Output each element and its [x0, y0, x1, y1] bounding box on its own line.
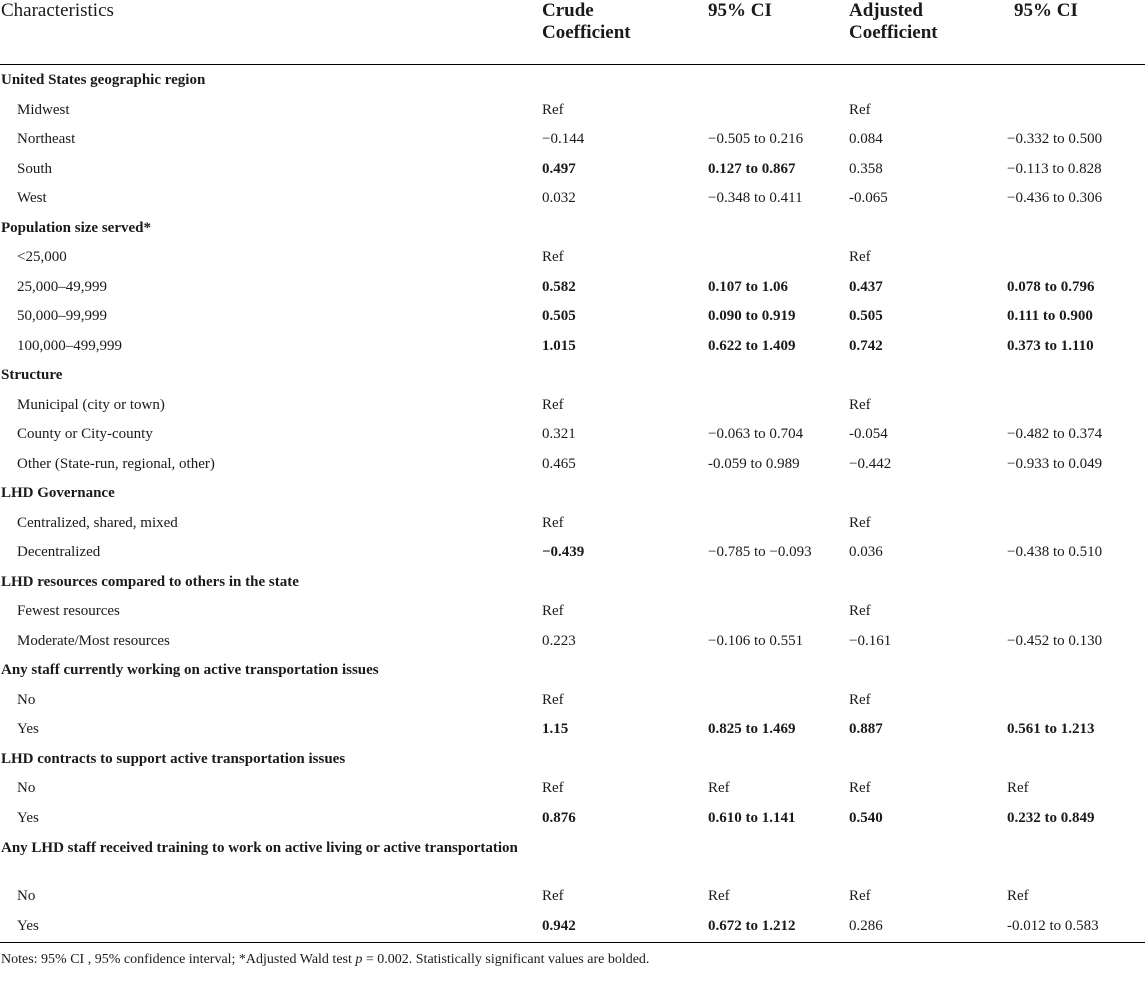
- crude-ci-cell: 0.610 to 1.141: [708, 809, 796, 826]
- table-row: [0, 154, 1145, 184]
- crude-ci-cell: -0.059 to 0.989: [708, 455, 800, 472]
- crude-coefficient-cell: 0.465: [542, 455, 576, 472]
- adjusted-ci-cell: −0.438 to 0.510: [1007, 544, 1103, 560]
- crude-coefficient-cell: Ref: [542, 249, 564, 265]
- table-row: [0, 272, 1145, 302]
- adjusted-ci-cell: −0.452 to 0.130: [1007, 632, 1103, 649]
- section-label: LHD contracts to support active transportation issues: [1, 750, 346, 767]
- crude-ci-cell: −0.505 to 0.216: [708, 131, 804, 147]
- crude-ci-cell: −0.063 to 0.704: [708, 426, 804, 442]
- adjusted-coefficient-cell: Ref: [849, 101, 871, 118]
- adjusted-coefficient-cell: 0.036: [849, 544, 883, 560]
- row-label: <25,000: [17, 249, 67, 265]
- section-label: Any staff currently working on active transportation issues: [1, 662, 379, 678]
- adjusted-ci-cell: 0.111 to 0.900: [1007, 308, 1093, 324]
- section-row: [0, 655, 1145, 685]
- row-label: South: [17, 160, 53, 177]
- header-adjusted-coefficient: Adjusted Coefficient: [849, 0, 938, 43]
- crude-coefficient-cell: 0.942: [542, 917, 576, 934]
- crude-coefficient-cell: 0.497: [542, 160, 576, 177]
- row-label: 50,000–99,999: [17, 308, 107, 324]
- table-row: [0, 331, 1145, 361]
- row-label: Municipal (city or town): [17, 396, 165, 413]
- notes-text-end: = 0.002. Statistically significant values are bolded.: [362, 952, 650, 967]
- section-row: [0, 744, 1145, 774]
- adjusted-ci-cell: 0.561 to 1.213: [1007, 721, 1095, 737]
- crude-coefficient-cell: Ref: [542, 514, 564, 531]
- row-label: County or City-county: [17, 426, 153, 442]
- section-row: [0, 213, 1145, 243]
- table-row: [0, 449, 1145, 479]
- crude-ci-cell: Ref: [708, 780, 730, 796]
- crude-coefficient-cell: 0.223: [542, 632, 576, 649]
- adjusted-ci-cell: −0.332 to 0.500: [1007, 131, 1103, 147]
- adjusted-coefficient-cell: Ref: [849, 514, 871, 531]
- table-row: [0, 911, 1145, 941]
- header-crude-coefficient: Crude Coefficient: [542, 0, 631, 43]
- header-characteristics: Characteristics: [1, 0, 114, 21]
- adjusted-coefficient-cell: Ref: [849, 396, 871, 413]
- row-label: Yes: [17, 721, 39, 737]
- adjusted-coefficient-cell: Ref: [849, 691, 871, 708]
- crude-ci-cell: −0.106 to 0.551: [708, 632, 804, 649]
- adjusted-ci-cell: −0.113 to 0.828: [1007, 160, 1102, 177]
- section-label: Any LHD staff received training to work on active living or active transportation: [1, 840, 518, 856]
- notes-p-symbol: p: [355, 952, 363, 967]
- crude-coefficient-cell: 0.032: [542, 190, 576, 206]
- crude-coefficient-cell: 1.015: [542, 337, 576, 354]
- table-row: [0, 881, 1145, 911]
- adjusted-ci-cell: Ref: [1007, 888, 1029, 904]
- adjusted-coefficient-cell: -0.065: [849, 190, 888, 206]
- adjusted-coefficient-cell: Ref: [849, 888, 871, 904]
- adjusted-coefficient-cell: 0.084: [849, 131, 883, 147]
- adjusted-coefficient-cell: 0.358: [849, 160, 883, 177]
- adjusted-ci-cell: −0.933 to 0.049: [1007, 455, 1103, 472]
- adjusted-ci-cell: 0.232 to 0.849: [1007, 809, 1095, 826]
- adjusted-coefficient-cell: −0.161: [849, 632, 892, 649]
- section-label: LHD resources compared to others in the state: [1, 573, 299, 590]
- crude-coefficient-cell: 0.321: [542, 426, 576, 442]
- row-label: Yes: [17, 917, 39, 934]
- adjusted-ci-cell: 0.078 to 0.796: [1007, 278, 1095, 295]
- row-label: Centralized, shared, mixed: [17, 514, 178, 531]
- crude-coefficient-cell: −0.439: [542, 544, 585, 560]
- table-row: [0, 803, 1145, 833]
- adjusted-ci-cell: −0.482 to 0.374: [1007, 426, 1103, 442]
- adjusted-coefficient-cell: -0.054: [849, 426, 888, 442]
- crude-ci-cell: 0.127 to 0.867: [708, 160, 796, 177]
- adjusted-coefficient-cell: −0.442: [849, 455, 892, 472]
- table-row: [0, 596, 1145, 626]
- section-label: LHD Governance: [1, 485, 115, 501]
- table-row: [0, 419, 1145, 449]
- table-row: [0, 95, 1145, 125]
- crude-ci-cell: 0.090 to 0.919: [708, 308, 796, 324]
- table-row: [0, 773, 1145, 803]
- table-notes: [0, 943, 1145, 968]
- section-label: Population size served*: [1, 219, 151, 236]
- section-row: [0, 567, 1145, 597]
- crude-coefficient-cell: Ref: [542, 888, 564, 904]
- section-row: [0, 65, 1145, 95]
- adjusted-coefficient-cell: 0.742: [849, 337, 883, 354]
- table-row: [0, 626, 1145, 656]
- adjusted-coefficient-cell: 0.887: [849, 721, 883, 737]
- row-label: No: [17, 691, 36, 708]
- table-row: [0, 508, 1145, 538]
- crude-coefficient-cell: Ref: [542, 691, 564, 708]
- crude-ci-cell: 0.622 to 1.409: [708, 337, 796, 354]
- table-row: [0, 301, 1145, 331]
- crude-coefficient-cell: 1.15: [542, 721, 569, 737]
- crude-ci-cell: Ref: [708, 888, 730, 904]
- table-row: [0, 242, 1145, 272]
- table-body: [0, 65, 1145, 940]
- row-label: No: [17, 780, 36, 796]
- adjusted-coefficient-cell: Ref: [849, 780, 871, 796]
- table-row: [0, 714, 1145, 744]
- adjusted-coefficient-cell: Ref: [849, 249, 871, 265]
- row-label: 25,000–49,999: [17, 278, 107, 295]
- section-row: [0, 832, 1145, 881]
- crude-ci-cell: 0.672 to 1.212: [708, 917, 796, 934]
- row-label: Fewest resources: [17, 603, 120, 619]
- crude-coefficient-cell: 0.505: [542, 308, 576, 324]
- row-label: Northeast: [17, 131, 76, 147]
- crude-ci-cell: −0.348 to 0.411: [708, 190, 803, 206]
- crude-ci-cell: 0.825 to 1.469: [708, 721, 796, 737]
- adjusted-coefficient-cell: 0.505: [849, 308, 883, 324]
- table-row: [0, 183, 1145, 213]
- table-row: [0, 685, 1145, 715]
- adjusted-coefficient-cell: 0.540: [849, 809, 883, 826]
- crude-coefficient-cell: Ref: [542, 603, 564, 619]
- table-row: [0, 124, 1145, 154]
- table-row: [0, 390, 1145, 420]
- row-label: No: [17, 888, 36, 904]
- table-header: [0, 0, 1145, 65]
- adjusted-ci-cell: 0.373 to 1.110: [1007, 337, 1094, 354]
- crude-coefficient-cell: Ref: [542, 780, 564, 796]
- row-label: Moderate/Most resources: [17, 632, 170, 649]
- row-label: Decentralized: [17, 544, 101, 560]
- crude-coefficient-cell: −0.144: [542, 131, 585, 147]
- crude-coefficient-cell: Ref: [542, 101, 564, 118]
- crude-coefficient-cell: 0.582: [542, 278, 576, 295]
- row-label: Yes: [17, 809, 39, 826]
- adjusted-coefficient-cell: Ref: [849, 603, 871, 619]
- header-ci-crude: 95% CI: [708, 0, 772, 21]
- section-row: [0, 478, 1145, 508]
- crude-coefficient-cell: 0.876: [542, 809, 576, 826]
- section-label: Structure: [1, 367, 63, 383]
- row-label: West: [17, 190, 47, 206]
- adjusted-ci-cell: −0.436 to 0.306: [1007, 190, 1103, 206]
- row-label: 100,000–499,999: [17, 337, 122, 354]
- crude-ci-cell: 0.107 to 1.06: [708, 278, 788, 295]
- crude-coefficient-cell: Ref: [542, 396, 564, 413]
- notes-text-start: Notes: 95% CI , 95% confidence interval; *Adjusted Wald test: [1, 952, 356, 967]
- adjusted-ci-cell: -0.012 to 0.583: [1007, 917, 1099, 934]
- section-label: United States geographic region: [1, 72, 206, 88]
- adjusted-coefficient-cell: 0.437: [849, 278, 883, 295]
- row-label: Midwest: [17, 101, 70, 118]
- row-label: Other (State-run, regional, other): [17, 455, 215, 472]
- table-row: [0, 537, 1145, 567]
- header-ci-adjusted: 95% CI: [1014, 0, 1078, 21]
- adjusted-ci-cell: Ref: [1007, 780, 1029, 796]
- adjusted-coefficient-cell: 0.286: [849, 917, 883, 934]
- section-row: [0, 360, 1145, 390]
- crude-ci-cell: −0.785 to −0.093: [708, 544, 812, 560]
